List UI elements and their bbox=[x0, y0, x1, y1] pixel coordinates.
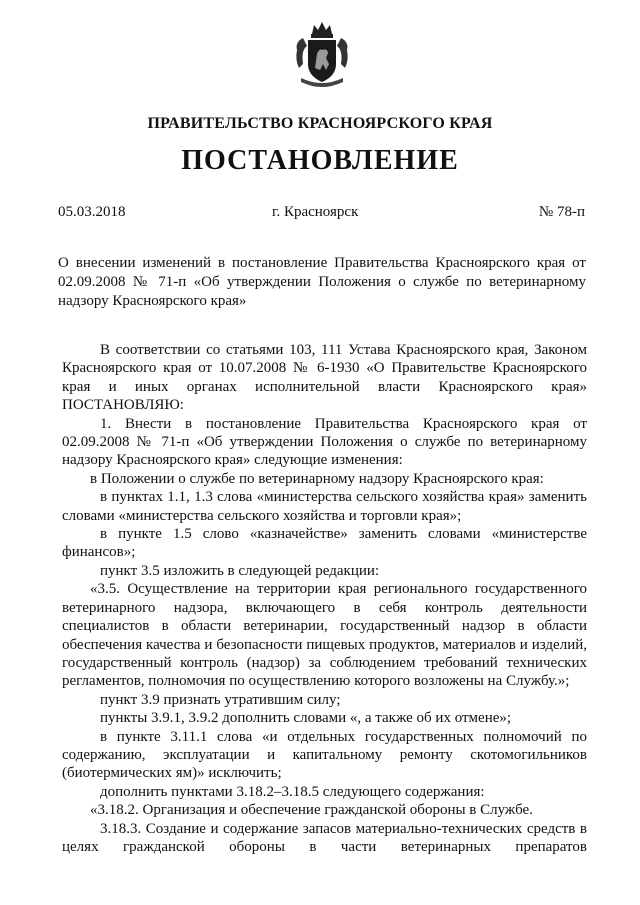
paragraph-points-3-9-1: пункты 3.9.1, 3.9.2 дополнить словами «, а также об их отмене»; bbox=[100, 710, 512, 727]
document-city: г. Красноярск bbox=[272, 204, 359, 220]
document-title: О внесении изменений в постановление Правительства Красноярского края от 02.09.2008 № 71-п «Об утверждении Положения о службе по ветеринарному надзору Красноярского края» bbox=[58, 255, 586, 309]
paragraph-add-points: дополнить пунктами 3.18.2–3.18.5 следующего содержания: bbox=[100, 783, 485, 800]
paragraph-3-18-3: 3.18.3. Создание и содержание запасов материально-технических средств в целях гражданской обороны в части ветеринарных препаратов bbox=[62, 820, 587, 855]
paragraph-point-3-5: пункт 3.5 изложить в следующей редакции: bbox=[100, 562, 380, 579]
document-type: ПОСТАНОВЛЕНИЕ bbox=[181, 145, 459, 176]
paragraph-point-3-9: пункт 3.9 признать утратившим силу; bbox=[100, 691, 341, 708]
coat-of-arms-icon bbox=[293, 20, 351, 90]
government-name: ПРАВИТЕЛЬСТВО КРАСНОЯРСКОГО КРАЯ bbox=[147, 115, 493, 132]
paragraph-point-3-11-1: в пункте 3.11.1 слова «и отдельных государственных полномочий по содержанию, эксплуатации и капитальному ремонту скотомогильников (биотермических ям)» исключить; bbox=[62, 728, 587, 782]
document-date: 05.03.2018 bbox=[58, 204, 126, 220]
paragraph-3-18-2: «3.18.2. Организация и обеспечение гражданской обороны в Службе. bbox=[90, 802, 533, 819]
paragraph-points-1-1: в пунктах 1.1, 1.3 слова «министерства сельского хозяйства края» заменить словами «министерства сельского хозяйства и торговли края»; bbox=[62, 489, 587, 524]
paragraph-preamble: В соответствии со статьями 103, 111 Устава Красноярского края, Законом Красноярского края от 10.07.2008 № 6-1930 «О Правительстве Красноярского края и иных органах исполнительной власти Красноярского края» ПОСТАНОВЛЯЮ: bbox=[62, 342, 587, 414]
document-number: № 78-п bbox=[538, 204, 585, 220]
paragraph-item-1: 1. Внести в постановление Правительства Красноярского края от 02.09.2008 № 71-п «Об утверждении Положения о службе по ветеринарному надзору Красноярского края» следующие изменения: bbox=[62, 415, 587, 469]
paragraph-point-3-5-text: «3.5. Осуществление на территории края регионального государственного ветеринарного надзора, включающего в себя контроль деятельности специалистов в области ветеринарии, государственный надзор в области обеспечения качества и безопасности пищевых продуктов, материалов и изделий, государственный контроль (надзор) за соблюдением требований технических регламентов, полномочия по осуществлению которого возложены на Службу.»; bbox=[62, 581, 587, 690]
paragraph-regulation: в Положении о службе по ветеринарному надзору Красноярского края: bbox=[90, 470, 544, 487]
paragraph-point-1-5: в пункте 1.5 слово «казначействе» заменить словами «министерстве финансов»; bbox=[62, 526, 587, 561]
document-body bbox=[62, 341, 587, 856]
